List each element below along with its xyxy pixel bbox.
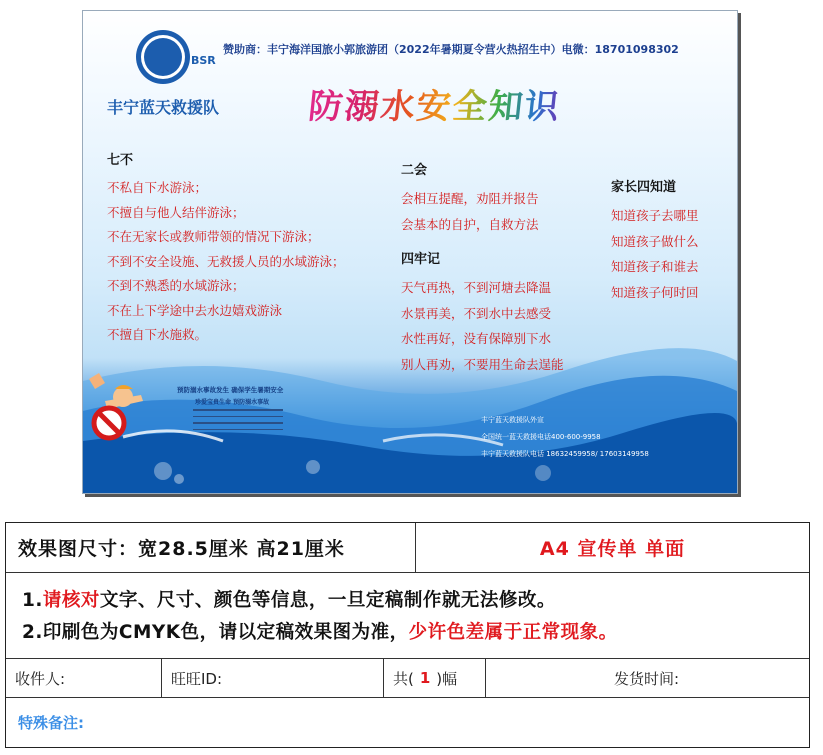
qty-before: 共( <box>393 669 414 688</box>
list-item: 水性再好，没有保障别下水 <box>401 331 552 346</box>
placeholder-lines <box>193 409 283 435</box>
list-item: 知道孩子去哪里 <box>611 208 699 223</box>
notes-row <box>6 573 809 659</box>
team-name: 丰宁蓝天救援队 <box>107 98 220 117</box>
list-item: 知道孩子何时回 <box>611 284 699 300</box>
remarks-row <box>6 698 809 747</box>
product-label: A4 宣传单 单面 <box>415 523 809 572</box>
bsr-logo-icon <box>135 29 191 85</box>
quantity-field[interactable] <box>383 659 485 697</box>
ship-time-field[interactable]: 发货时间: <box>485 659 809 697</box>
contact-line: 丰宁蓝天救援队电话 18632459958/ 17603149958 <box>481 450 649 458</box>
sponsor-line: 赞助商：丰宁海洋国旅小郭旅游团（2022年暑期夏令营火热招生中）电微：18701098302 <box>223 43 679 56</box>
list-item: 不私自下水游泳； <box>107 180 208 195</box>
qty-value: 1 <box>419 669 431 687</box>
wangwang-id-field[interactable]: 旺旺ID: <box>161 659 383 697</box>
list-item: 不擅自下水施救。 <box>107 327 208 342</box>
size-label: 效果图尺寸：宽28.5厘米 高21厘米 <box>18 538 345 560</box>
list-item: 别人再劝，不要用生命去逞能 <box>401 356 564 372</box>
section-title: 四牢记 <box>401 252 441 267</box>
contact-line: 丰宁蓝天救援队外宣 <box>481 416 544 424</box>
qty-after: )幅 <box>436 669 458 688</box>
headline: 防溺水安全知识 <box>306 79 563 128</box>
four-remember-section <box>401 248 564 377</box>
section-title: 二会 <box>401 163 428 178</box>
two-musts-section <box>401 159 539 237</box>
note-line-1 <box>22 586 556 612</box>
list-item: 水景再美，不到水中去感受 <box>401 305 552 321</box>
spec-table <box>5 522 810 748</box>
note-highlight: 请核对 <box>42 590 100 611</box>
list-item: 不在上下学途中去水边嬉戏游泳 <box>107 302 283 318</box>
fields-row <box>6 659 809 698</box>
list-item: 会相互提醒，劝阻并报告 <box>401 191 539 206</box>
list-item: 不擅自与他人结伴游泳； <box>107 204 245 220</box>
list-item: 不到不安全设施、无救援人员的水域游泳； <box>107 253 345 269</box>
recipient-field[interactable]: 收件人: <box>15 669 66 688</box>
seven-no-section <box>107 149 345 348</box>
list-item: 天气再热，不到河塘去降温 <box>401 280 552 295</box>
slogan-line: 预防溺水事故发生 确保学生暑期安全 <box>177 386 284 394</box>
list-item: 不到不熟悉的水域游泳； <box>107 278 245 293</box>
no-swimming-icon <box>85 371 147 441</box>
note-text: 2.印刷色为CMYK色，请以定稿效果图为准， <box>22 622 409 643</box>
list-item: 会基本的自护，自救方法 <box>401 216 539 232</box>
remarks-label[interactable]: 特殊备注: <box>18 714 84 732</box>
list-item: 不在无家长或教师带领的情况下游泳； <box>107 229 320 244</box>
logo-text: BSR <box>191 54 216 67</box>
note-prefix: 1. <box>22 590 43 611</box>
list-item: 知道孩子和谁去 <box>611 259 699 274</box>
note-highlight: 少许色差属于正常现象。 <box>408 622 618 643</box>
list-item: 知道孩子做什么 <box>611 233 699 249</box>
contact-line: 全国统一蓝天救援电话400-600-9958 <box>481 433 601 441</box>
section-title: 家长四知道 <box>611 180 677 195</box>
parents-section <box>611 176 699 305</box>
note-text: 文字、尺寸、颜色等信息，一旦定稿制作就无法修改。 <box>99 590 556 611</box>
size-row <box>6 523 809 573</box>
section-title: 七不 <box>107 153 134 168</box>
note-line-2 <box>22 618 618 644</box>
poster <box>82 10 738 494</box>
slogan-line: 珍爱宝贵生命 预防溺水事故 <box>195 399 270 406</box>
